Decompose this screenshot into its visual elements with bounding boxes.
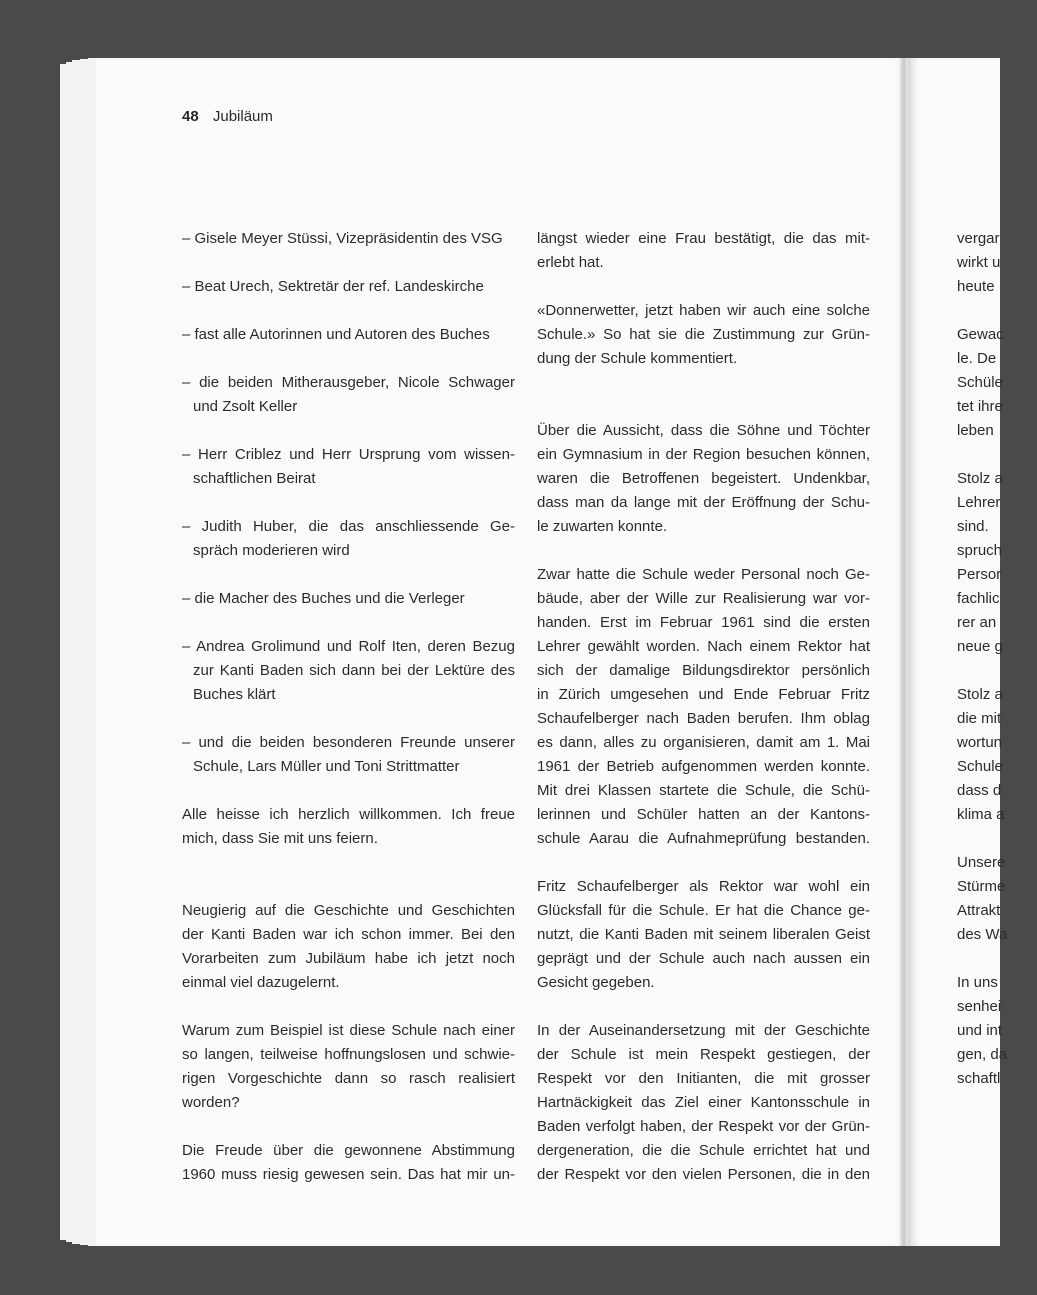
right-column-line: Glücksfall für die Schule. Er hat die Chance ge-	[537, 902, 870, 919]
right-column-line: 1961 der Betrieb aufgenommen werden konnte.	[537, 758, 870, 775]
paragraph-spacer	[182, 779, 515, 803]
left-column-line: – Judith Huber, die das anschliessende Ge-	[182, 518, 515, 535]
paragraph-spacer	[182, 995, 515, 1019]
next-page-text-column	[957, 227, 1037, 1091]
paragraph-spacer	[182, 707, 515, 731]
right-column-line: Zwar hatte die Schule weder Personal noch Ge-	[537, 566, 870, 583]
left-column-line: schaftlichen Beirat	[193, 470, 316, 487]
paragraph-spacer	[182, 347, 515, 371]
next-page-line: Schule	[957, 758, 1003, 775]
left-column-line: – Herr Criblez und Herr Ursprung vom wissen-	[182, 446, 515, 463]
right-column-line: Mit drei Klassen startete die Schule, die Schü-	[537, 782, 870, 799]
right-column-line: Fritz Schaufelberger als Rektor war wohl ein	[537, 878, 870, 895]
right-column-line: dung der Schule kommentiert.	[537, 350, 738, 367]
right-column-line: längst wieder eine Frau bestätigt, die das mit-	[537, 230, 870, 247]
next-page-line: le. De	[957, 350, 997, 367]
right-column-line: ein Gymnasium in der Region besuchen können,	[537, 446, 870, 463]
left-column-line: Neugierig auf die Geschichte und Geschichten	[182, 902, 515, 919]
left-column-line: – die beiden Mitherausgeber, Nicole Schwager	[182, 374, 515, 391]
paragraph-spacer	[537, 995, 870, 1019]
right-column-line: sich der damalige Bildungsdirektor persönlich	[537, 662, 870, 679]
left-column-line: Warum zum Beispiel ist diese Schule nach einer	[182, 1022, 515, 1039]
right-column-line: Hartnäckigkeit das Ziel einer Kantonsschule in	[537, 1094, 870, 1111]
paragraph-spacer	[957, 947, 1037, 971]
right-column-line: Schule.» So hat sie die Zustimmung zur Grün-	[537, 326, 870, 343]
paragraph-spacer	[957, 299, 1037, 323]
paragraph-spacer	[182, 563, 515, 587]
right-column-line: dergeneration, die die Schule errichtet hat und	[537, 1142, 870, 1159]
paragraph-spacer	[957, 659, 1037, 683]
paragraph-spacer	[537, 275, 870, 299]
paragraph-spacer	[182, 299, 515, 323]
next-page-line: und int	[957, 1022, 1003, 1039]
next-page-line: Lehrer	[957, 494, 1001, 511]
left-column-line: – fast alle Autorinnen und Autoren des Buches	[182, 326, 490, 343]
next-page-line: Schüle	[957, 374, 1003, 391]
left-column-line: – Beat Urech, Sektretär der ref. Landeskirche	[182, 278, 484, 295]
next-page-line: wortun	[957, 734, 1003, 751]
next-page-line: dass d	[957, 782, 1002, 799]
left-column-line: Buches klärt	[193, 686, 276, 703]
next-page-line: Persor	[957, 566, 1002, 583]
next-page-line: Attrakt	[957, 902, 1001, 919]
next-page-line: rer an	[957, 614, 997, 631]
next-page-line: Gewac	[957, 326, 1004, 343]
left-column-line: – Gisele Meyer Stüssi, Vizepräsidentin des VSG	[182, 230, 503, 247]
right-column-line: dass man da lange mit der Eröffnung der Schu-	[537, 494, 870, 511]
left-column-line: Vorarbeiten zum Jubiläum habe ich jetzt noch	[182, 950, 515, 967]
next-page-line: des Wa	[957, 926, 1008, 943]
right-column-line: Lehrer gewählt worden. Nach einem Rektor hat	[537, 638, 870, 655]
next-page-line: Unsere	[957, 854, 1006, 871]
right-column-line: Schaufelberger nach Baden berufen. Ihm oblag	[537, 710, 870, 727]
left-column-line: zur Kanti Baden sich dann bei der Lektüre des	[193, 662, 515, 679]
right-column-line: lerinnen und Schüler hatten an der Kantons-	[537, 806, 870, 823]
left-column-line: Schule, Lars Müller und Toni Strittmatter	[193, 758, 460, 775]
next-page-line: vergar	[957, 230, 1000, 247]
left-column-line: einmal viel dazugelernt.	[182, 974, 340, 991]
right-column-line: «Donnerwetter, jetzt haben wir auch eine solche	[537, 302, 870, 319]
left-column-line: mich, dass Sie mit uns feiern.	[182, 830, 378, 847]
paragraph-spacer	[537, 851, 870, 875]
next-page-line: heute	[957, 278, 995, 295]
page-number: 48	[182, 108, 199, 125]
left-column-line: Die Freude über die gewonnene Abstimmung	[182, 1142, 515, 1159]
right-column-line: Gesicht gegeben.	[537, 974, 655, 991]
left-column-line: – und die beiden besonderen Freunde unserer	[182, 734, 515, 751]
right-column-line: bäude, aber der Wille zur Realisierung war vor-	[537, 590, 870, 607]
next-page-line: spruch	[957, 542, 1003, 559]
paragraph-spacer	[182, 419, 515, 443]
next-page-line: klima a	[957, 806, 1005, 823]
paragraph-spacer	[537, 539, 870, 563]
left-column-line: so langen, teilweise hoffnungslosen und schwie-	[182, 1046, 515, 1063]
next-page-line: sind.	[957, 518, 989, 535]
next-page-line: wirkt u	[957, 254, 1001, 271]
next-page-line: In uns	[957, 974, 998, 991]
right-column-line: Baden verfolgt haben, der Respekt vor der Grün-	[537, 1118, 870, 1135]
left-column-line: – Andrea Grolimund und Rolf Iten, deren Bezug	[182, 638, 515, 655]
left-column-line: – die Macher des Buches und die Verleger	[182, 590, 465, 607]
right-column-line: waren die Betroffenen begeistert. Undenkbar,	[537, 470, 870, 487]
running-header	[182, 108, 273, 125]
book-gutter	[900, 58, 908, 1246]
right-column-line: handen. Erst im Februar 1961 sind die ersten	[537, 614, 870, 631]
next-page-line: Stolz a	[957, 686, 1003, 703]
next-page-line: fachlic	[957, 590, 1000, 607]
right-column-line: der Schule ist mein Respekt gestiegen, der	[537, 1046, 870, 1063]
paragraph-spacer	[957, 827, 1037, 851]
next-page-line: gen, da	[957, 1046, 1008, 1063]
paragraph-spacer	[182, 851, 515, 899]
paragraph-spacer	[182, 491, 515, 515]
left-column-line: der Kanti Baden war ich schon immer. Bei den	[182, 926, 515, 943]
right-column-line: der Respekt vor den vielen Personen, die in den	[537, 1166, 870, 1183]
left-column-line: rigen Vorgeschichte dann so rasch realisiert	[182, 1070, 515, 1087]
paragraph-spacer	[957, 443, 1037, 467]
paragraph-spacer	[182, 1115, 515, 1139]
next-page-line: neue g	[957, 638, 1003, 655]
right-column-line: Respekt vor den Initianten, die mit grosser	[537, 1070, 870, 1087]
paragraph-spacer	[537, 371, 870, 419]
right-column-line: es dann, alles zu organisieren, damit am 1. Mai	[537, 734, 870, 751]
next-page-line: Stolz a	[957, 470, 1003, 487]
right-text-column	[537, 227, 870, 1187]
next-page-line: schaftl	[957, 1070, 1001, 1087]
next-page-line: Stürme	[957, 878, 1006, 895]
next-page-line: leben	[957, 422, 994, 439]
right-column-line: geprägt und der Schule auch nach aussen ein	[537, 950, 870, 967]
right-column-line: erlebt hat.	[537, 254, 604, 271]
right-column-line: Über die Aussicht, dass die Söhne und Töchter	[537, 422, 870, 439]
right-column-line: nutzt, die Kanti Baden mit seinem liberalen Geist	[537, 926, 870, 943]
next-page-line: tet ihre	[957, 398, 1003, 415]
next-page-line: die mit	[957, 710, 1002, 727]
section-title: Jubiläum	[212, 108, 273, 125]
paragraph-spacer	[182, 611, 515, 635]
left-text-column	[182, 227, 515, 1187]
left-column-line: worden?	[182, 1094, 240, 1111]
right-column-line: le zuwarten konnte.	[537, 518, 668, 535]
right-column-line: in Zürich umgesehen und Ende Februar Fritz	[537, 686, 870, 703]
left-column-line: 1960 muss riesig gewesen sein. Das hat mir un-	[182, 1166, 515, 1183]
right-column-line: In der Auseinandersetzung mit der Geschichte	[537, 1022, 870, 1039]
right-column-line: schule Aarau die Aufnahmeprüfung bestanden.	[537, 830, 870, 847]
paragraph-spacer	[182, 251, 515, 275]
left-column-line: Alle heisse ich herzlich willkommen. Ich freue	[182, 806, 515, 823]
left-column-line: spräch moderieren wird	[193, 542, 350, 559]
left-column-line: und Zsolt Keller	[193, 398, 298, 415]
next-page-line: senhei	[957, 998, 1002, 1015]
